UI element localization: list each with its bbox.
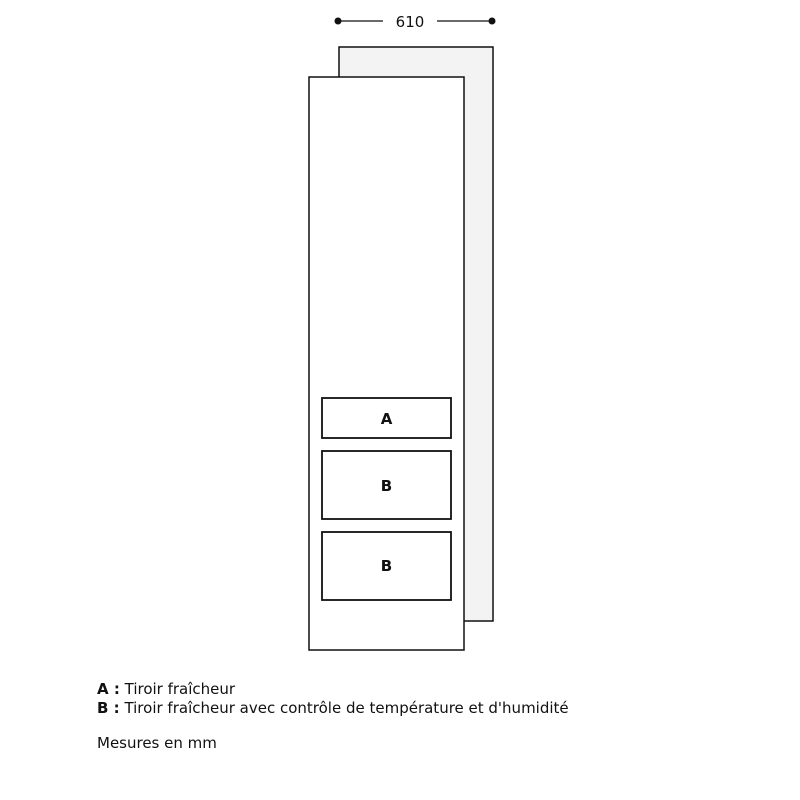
width-dimension xyxy=(335,13,496,31)
dimension-endpoint-left xyxy=(335,18,342,25)
units-note: Mesures en mm xyxy=(97,734,217,752)
drawer-b-lower-label: B xyxy=(380,557,393,575)
legend xyxy=(97,680,569,718)
legend-key-a: A : xyxy=(97,680,120,698)
drawer-a-label: A xyxy=(380,410,393,428)
drawer-a xyxy=(322,398,451,438)
drawer-b-upper-label: B xyxy=(380,477,393,495)
dimension-width-label: 610 xyxy=(395,13,425,31)
legend-text-b: Tiroir fraîcheur avec contrôle de température et d'humidité xyxy=(124,699,569,717)
drawer-b-upper xyxy=(322,451,451,519)
drawer-b-lower xyxy=(322,532,451,600)
legend-text-a: Tiroir fraîcheur xyxy=(124,680,236,698)
legend-item-b xyxy=(97,699,569,718)
dimension-endpoint-right xyxy=(489,18,496,25)
legend-key-b: B : xyxy=(97,699,120,717)
legend-item-a xyxy=(97,680,569,699)
